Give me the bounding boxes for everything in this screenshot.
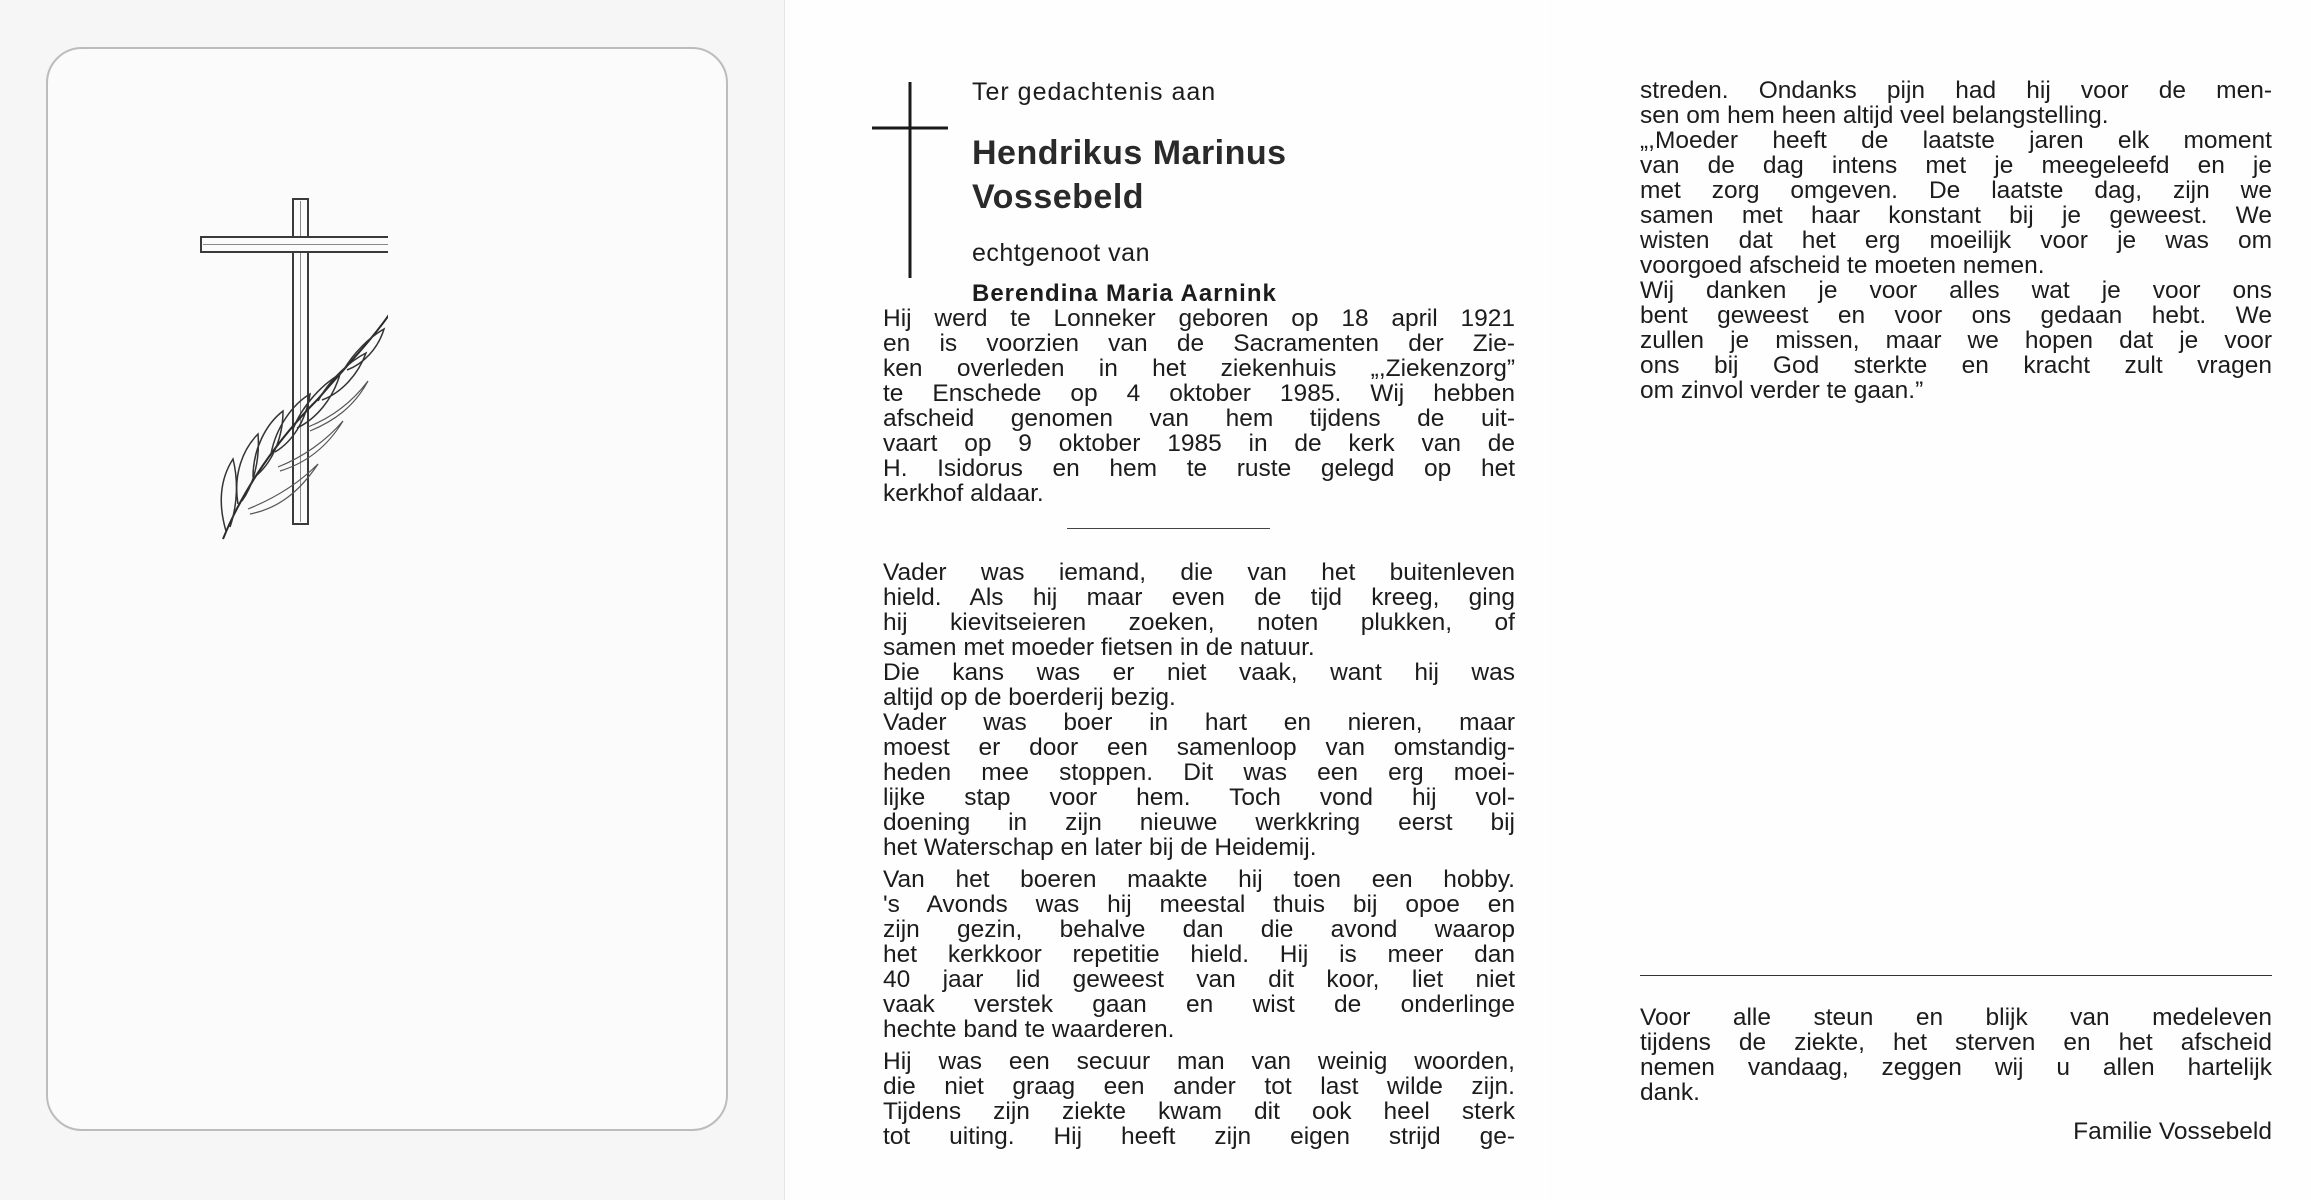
text-line: sen om hem heen altijd veel belangstelling.: [1640, 102, 2109, 129]
life-paragraph: [883, 867, 1515, 1042]
text-line: H. Isidorus en hem te ruste gelegd op het: [883, 455, 1515, 482]
text-line: het Waterschap en later bij de Heidemij.: [883, 834, 1317, 861]
right-text-panel: [1552, 0, 2311, 1200]
text-line: zijn gezin, behalve dan die avond waarop: [883, 916, 1515, 943]
section-divider: [1067, 528, 1270, 529]
text-line: samen met haar konstant bij je geweest. We: [1640, 202, 2272, 229]
cross-icon: [870, 80, 950, 280]
text-line: 40 jaar lid geweest van dit koor, liet niet: [883, 966, 1515, 993]
text-line: Vader was iemand, die van het buitenleven: [883, 559, 1515, 586]
text-line: 's Avonds was hij meestal thuis bij opoe en: [883, 891, 1515, 918]
text-line: doening in zijn nieuwe werkkring eerst bij: [883, 809, 1515, 836]
text-line: Tijdens zijn ziekte kwam dit ook heel sterk: [883, 1098, 1515, 1125]
deceased-given-names: Hendrikus Marinus: [972, 134, 1287, 172]
text-line: kerkhof aldaar.: [883, 480, 1044, 507]
text-line: Vader was boer in hart en nieren, maar: [883, 709, 1515, 736]
text-line: tot uiting. Hij heeft zijn eigen strijd ge-: [883, 1123, 1515, 1150]
text-line: tijdens de ziekte, het sterven en het afscheid: [1640, 1029, 2272, 1056]
text-line: te Enschede op 4 oktober 1985. Wij hebben: [883, 380, 1515, 407]
text-line: streden. Ondanks pijn had hij voor de men-: [1640, 77, 2272, 104]
text-line: dank.: [1640, 1079, 1700, 1106]
section-divider: [1640, 975, 2272, 976]
family-signature: Familie Vossebeld: [2073, 1118, 2272, 1145]
text-line: hield. Als hij maar even de tijd kreeg, ging: [883, 584, 1515, 611]
relation-label: echtgenoot van: [972, 239, 1150, 267]
front-cover-frame: [46, 47, 728, 1131]
life-paragraph: [883, 560, 1515, 860]
text-line: altijd op de boerderij bezig.: [883, 684, 1176, 711]
text-line: „,Moeder heeft de laatste jaren elk moment: [1640, 127, 2272, 154]
text-line: hij kievitseieren zoeken, noten plukken, of: [883, 609, 1515, 636]
deceased-surname: Vossebeld: [972, 178, 1145, 216]
text-line: Voor alle steun en blijk van medeleven: [1640, 1004, 2272, 1031]
text-line: met zorg omgeven. De laatste dag, zijn we: [1640, 177, 2272, 204]
memorial-prefix: Ter gedachtenis aan: [972, 78, 1217, 106]
text-line: Hij was een secuur man van weinig woorden,: [883, 1048, 1515, 1075]
front-cover-panel: [0, 0, 785, 1200]
text-line: wisten dat het erg moeilijk voor je was om: [1640, 227, 2272, 254]
text-line: voorgoed afscheid te moeten nemen.: [1640, 252, 2045, 279]
life-story-continued: [1640, 78, 2272, 403]
text-line: nemen vandaag, zeggen wij u allen hartelijk: [1640, 1054, 2272, 1081]
text-line: die niet graag een ander tot last wilde zijn.: [883, 1073, 1515, 1100]
text-line: Die kans was er niet vaak, want hij was: [883, 659, 1515, 686]
cross-with-palm-branch-icon: [158, 159, 388, 549]
middle-text-panel: [790, 0, 1550, 1200]
text-line: en is voorzien van de Sacramenten der Zie-: [883, 330, 1515, 357]
text-line: ons bij God sterkte en kracht zult vragen: [1640, 352, 2272, 379]
life-story: [883, 560, 1515, 1149]
text-line: hechte band te waarderen.: [883, 1016, 1175, 1043]
text-line: vaart op 9 oktober 1985 in de kerk van de: [883, 430, 1515, 457]
text-line: bent geweest en voor ons gedaan hebt. We: [1640, 302, 2272, 329]
spouse-name: Berendina Maria Aarnink: [972, 280, 1277, 307]
deceased-name: [972, 131, 1287, 219]
text-line: heden mee stoppen. Dit was een erg moei-: [883, 759, 1515, 786]
text-line: Van het boeren maakte hij toen een hobby.: [883, 866, 1515, 893]
text-line: moest er door een samenloop van omstandig-: [883, 734, 1515, 761]
life-paragraph: [883, 1049, 1515, 1149]
text-line: samen met moeder fietsen in de natuur.: [883, 634, 1315, 661]
text-line: vaak verstek gaan en wist de onderlinge: [883, 991, 1515, 1018]
text-line: ken overleden in het ziekenhuis „,Ziekenzorg”: [883, 355, 1515, 382]
text-line: Hij werd te Lonneker geboren op 18 april 1921: [883, 305, 1515, 332]
text-line: lijke stap voor hem. Toch vond hij vol-: [883, 784, 1515, 811]
text-line: van de dag intens met je meegeleefd en je: [1640, 152, 2272, 179]
thanks-paragraph: [1640, 1005, 2272, 1105]
text-line: afscheid genomen van hem tijdens de uit-: [883, 405, 1515, 432]
death-notice-paragraph: [883, 306, 1515, 506]
text-line: om zinvol verder te gaan.”: [1640, 377, 1924, 404]
memorial-heading: [972, 78, 1287, 308]
text-line: zullen je missen, maar we hopen dat je voor: [1640, 327, 2272, 354]
text-line: het kerkkoor repetitie hield. Hij is meer dan: [883, 941, 1515, 968]
text-line: Wij danken je voor alles wat je voor ons: [1640, 277, 2272, 304]
